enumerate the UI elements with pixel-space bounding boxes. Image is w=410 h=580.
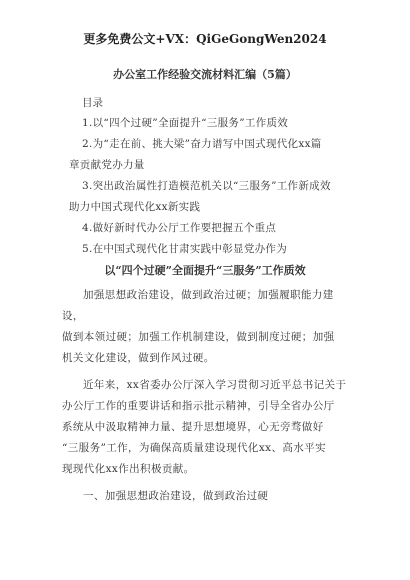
text-line: 近年来，xx省委办公厅深入学习贯彻习近平总书记关于 [83,379,347,391]
text-line: “三服务”工作，为确保高质量建设现代化xx、高水平实 [62,442,326,454]
toc-item-text: 3.突出政治属性打造模范机关以“三服务”工作新成效 [82,180,331,192]
table-of-contents [69,113,344,260]
toc-item-text: 2.为“走在前、挑大梁”奋力谱写中国式现代化xx篇 [82,138,322,150]
subheading [62,486,350,507]
toc-item-continuation: 章贡献党办力量 [69,159,145,171]
toc-item-continuation: 助力中国式现代化xx新实践 [69,201,201,213]
section-body [62,285,350,507]
watermark-banner: 更多免费公文+VX：QiGeGongWen2024 [83,32,327,46]
toc-item[interactable] [82,218,344,239]
text-line: 系统从中汲取精神力量、提升思想境界，心无旁骛做好 [62,421,324,433]
paragraph-2 [62,375,350,480]
subheading-text: 一、加强思想政治建设，做到政治过硬 [83,490,269,502]
document-title: 办公室工作经验交流材料汇编（5篇） [113,68,297,81]
toc-item[interactable] [82,113,344,134]
toc-item-text: 4.做好新时代办公厅工作要把握五个重点 [82,222,277,234]
text-line: 机关文化建设，做到作风过硬。 [62,352,215,364]
toc-item[interactable] [69,176,344,218]
text-line: 现现代化xx作出积极贡献。 [62,463,195,475]
toc-item[interactable] [82,239,344,260]
text-line: 办公厅工作的重要讲话和指示批示精神，引导全省办公厅 [62,400,335,412]
toc-item-text: 1.以“四个过硬”全面提升“三服务”工作质效 [82,117,289,129]
toc-heading: 目录 [82,97,103,109]
paragraph-1 [62,285,350,369]
toc-item[interactable] [69,134,344,176]
text-line: 做到本领过硬；加强工作机制建设，做到制度过硬；加强 [62,331,335,343]
section-title: 以“四个过硬”全面提升“三服务”工作质效 [104,264,306,277]
toc-item-text: 5.在中国式现代化甘肃实践中彰显党办作为 [82,243,288,255]
text-line: 加强思想政治建设，做到政治过硬；加强履职能力建设， [62,289,334,322]
